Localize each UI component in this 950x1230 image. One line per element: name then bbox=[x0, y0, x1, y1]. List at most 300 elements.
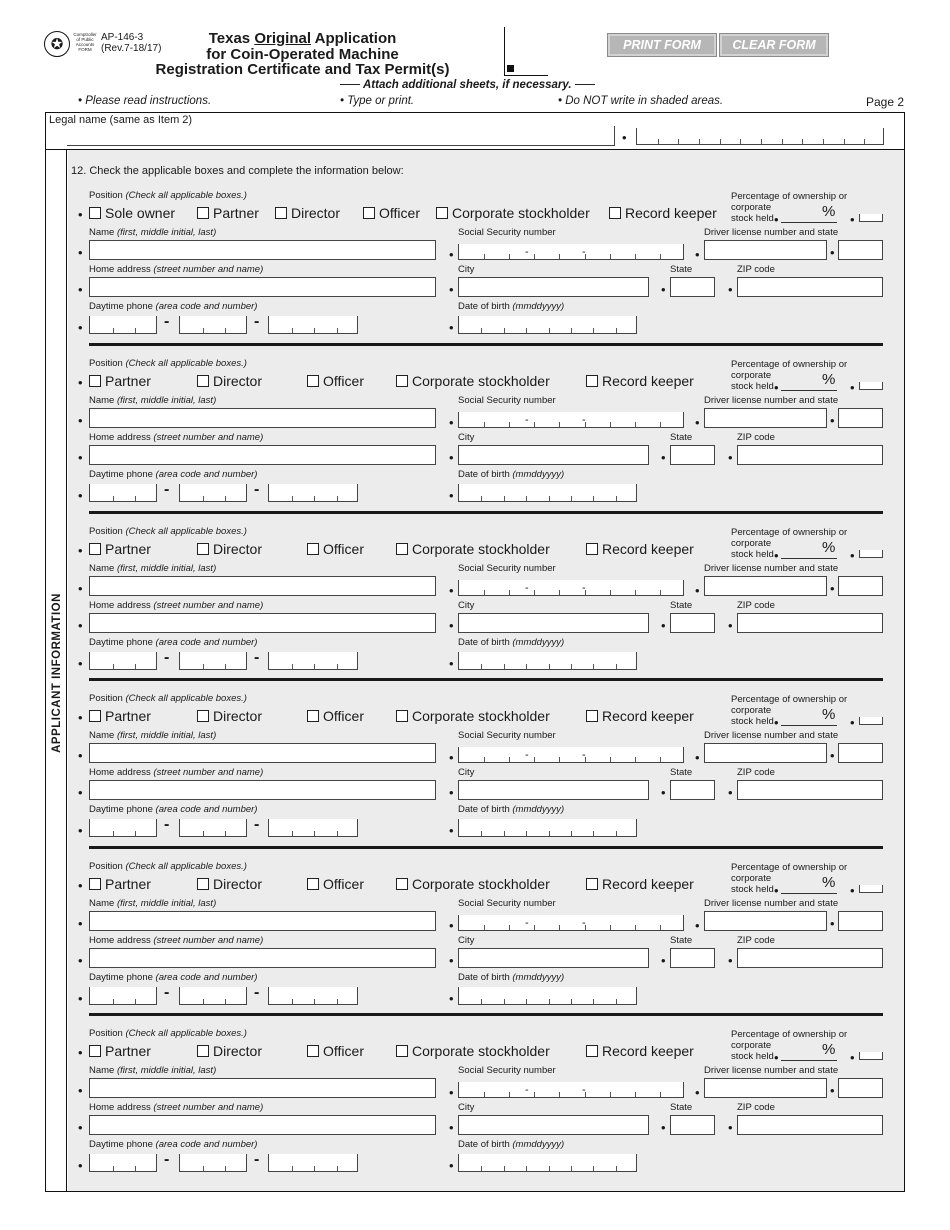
name-input[interactable] bbox=[89, 408, 436, 428]
zip-label bbox=[737, 935, 775, 946]
dl-state-input[interactable] bbox=[838, 576, 883, 596]
digit-separator bbox=[660, 1092, 661, 1097]
position-option-label: Director bbox=[213, 1043, 263, 1059]
ssn-input[interactable] bbox=[458, 1082, 684, 1098]
home-address-label bbox=[89, 1102, 263, 1113]
zip-label bbox=[737, 1102, 775, 1113]
position-option[interactable] bbox=[307, 1043, 364, 1059]
name-input[interactable] bbox=[89, 743, 436, 763]
dob-input[interactable] bbox=[458, 652, 637, 670]
position-option[interactable] bbox=[396, 373, 550, 389]
position-option[interactable] bbox=[197, 541, 262, 557]
ssn-label bbox=[458, 563, 556, 574]
home-address-label-text: Home address bbox=[89, 264, 151, 275]
shaded-code-field bbox=[859, 382, 883, 390]
dl-number-input[interactable] bbox=[704, 1078, 827, 1098]
digit-separator bbox=[504, 328, 505, 333]
zip-input[interactable] bbox=[737, 445, 883, 465]
position-option[interactable] bbox=[197, 708, 262, 724]
zip-label-text: ZIP code bbox=[737, 935, 775, 946]
city-label bbox=[458, 1102, 474, 1113]
address-bullet: • bbox=[78, 450, 83, 465]
dob-label-hint: (mmddyyyy) bbox=[512, 804, 565, 815]
city-input[interactable] bbox=[458, 780, 649, 800]
ssn-label-text: Social Security number bbox=[458, 395, 556, 406]
city-input[interactable] bbox=[458, 948, 649, 968]
phone-area-code-input[interactable] bbox=[89, 987, 157, 1005]
phone-bullet: • bbox=[78, 823, 83, 838]
phone-label-text: Daytime phone bbox=[89, 972, 153, 983]
zip-input[interactable] bbox=[737, 1115, 883, 1135]
position-label-hint: (Check all applicable boxes.) bbox=[125, 861, 247, 872]
ssn-input[interactable] bbox=[458, 244, 684, 260]
position-option[interactable] bbox=[197, 373, 262, 389]
digit-separator bbox=[660, 757, 661, 762]
digit-separator bbox=[504, 999, 505, 1004]
digit-separator bbox=[481, 496, 482, 501]
phone-prefix-input[interactable] bbox=[179, 652, 247, 670]
percentage-label-line-2: corporate bbox=[731, 370, 772, 381]
address-bullet: • bbox=[78, 953, 83, 968]
name-bullet: • bbox=[78, 581, 83, 596]
position-checkbox[interactable] bbox=[89, 878, 101, 890]
city-input[interactable] bbox=[458, 1115, 649, 1135]
dob-label bbox=[458, 1139, 564, 1150]
position-option-label: Corporate stockholder bbox=[412, 876, 550, 892]
home-address-input[interactable] bbox=[89, 1115, 436, 1135]
position-checkbox[interactable] bbox=[396, 710, 408, 722]
digit-separator bbox=[610, 590, 611, 595]
name-input[interactable] bbox=[89, 240, 436, 260]
digit-separator bbox=[616, 1166, 617, 1171]
position-option[interactable] bbox=[89, 373, 151, 389]
dl-number-input[interactable] bbox=[704, 743, 827, 763]
percentage-label-line-2: corporate bbox=[731, 202, 772, 213]
dl-state-input[interactable] bbox=[838, 240, 883, 260]
phone-line-input[interactable] bbox=[268, 484, 358, 502]
ssn-label-text: Social Security number bbox=[458, 563, 556, 574]
position-label-text: Position bbox=[89, 693, 123, 704]
phone-dash-1: - bbox=[164, 1151, 170, 1168]
zip-input[interactable] bbox=[737, 780, 883, 800]
state-input[interactable] bbox=[670, 948, 715, 968]
state-input[interactable] bbox=[670, 277, 715, 297]
phone-area-code-input[interactable] bbox=[89, 819, 157, 837]
position-checkbox[interactable] bbox=[197, 543, 209, 555]
home-address-input[interactable] bbox=[89, 445, 436, 465]
position-checkbox[interactable] bbox=[197, 710, 209, 722]
digit-separator bbox=[314, 328, 315, 333]
digit-separator bbox=[337, 999, 338, 1004]
digit-separator bbox=[225, 831, 226, 836]
position-option[interactable] bbox=[197, 876, 262, 892]
state-label bbox=[670, 600, 692, 611]
dl-state-input[interactable] bbox=[838, 1078, 883, 1098]
position-checkbox[interactable] bbox=[586, 543, 598, 555]
person-divider bbox=[89, 846, 883, 849]
digit-separator bbox=[610, 254, 611, 259]
print-form-button[interactable]: PRINT FORM bbox=[607, 33, 717, 57]
position-checkbox[interactable] bbox=[307, 375, 319, 387]
scan-mark-square bbox=[507, 65, 514, 72]
position-checkbox[interactable] bbox=[307, 878, 319, 890]
state-bullet: • bbox=[661, 618, 666, 633]
name-label-hint: (first, middle initial, last) bbox=[116, 898, 217, 909]
dob-label-hint: (mmddyyyy) bbox=[512, 972, 565, 983]
position-option[interactable] bbox=[307, 708, 364, 724]
percentage-bullet: • bbox=[774, 715, 779, 730]
position-option[interactable] bbox=[396, 708, 550, 724]
ssn-input[interactable] bbox=[458, 580, 684, 596]
digit-separator bbox=[559, 925, 560, 930]
name-label-text: Name bbox=[89, 898, 115, 909]
dl-number-input[interactable] bbox=[704, 240, 827, 260]
digit-separator bbox=[225, 496, 226, 501]
phone-prefix-input[interactable] bbox=[179, 819, 247, 837]
legal-name-bullet: • bbox=[622, 130, 627, 145]
dl-bullet: • bbox=[695, 750, 700, 765]
city-label-text: City bbox=[458, 767, 475, 778]
dl-state-bullet: • bbox=[830, 245, 835, 260]
digit-separator bbox=[509, 254, 510, 259]
dob-bullet: • bbox=[449, 488, 454, 503]
legal-name-code-field[interactable] bbox=[636, 128, 884, 145]
position-option-label: Partner bbox=[105, 876, 151, 892]
city-label bbox=[458, 600, 474, 611]
ssn-bullet: • bbox=[449, 415, 454, 430]
ssn-input[interactable] bbox=[458, 915, 684, 931]
position-option[interactable] bbox=[89, 708, 151, 724]
position-checkbox[interactable] bbox=[89, 1045, 101, 1057]
state-label bbox=[670, 432, 692, 443]
percentage-label-line-1: Percentage of ownership or bbox=[731, 527, 848, 538]
state-label-text: State bbox=[670, 935, 693, 946]
position-option[interactable] bbox=[89, 205, 175, 221]
position-option[interactable] bbox=[586, 373, 694, 389]
dob-input[interactable] bbox=[458, 819, 637, 837]
position-option[interactable] bbox=[396, 541, 550, 557]
phone-label-text: Daytime phone bbox=[89, 469, 153, 480]
dob-label-text: Date of birth bbox=[458, 804, 510, 815]
position-option[interactable] bbox=[586, 876, 694, 892]
digit-separator bbox=[526, 496, 527, 501]
position-checkbox[interactable] bbox=[363, 207, 375, 219]
name-input[interactable] bbox=[89, 576, 436, 596]
digit-separator bbox=[534, 757, 535, 762]
dob-label bbox=[458, 972, 564, 983]
position-checkbox[interactable] bbox=[89, 543, 101, 555]
position-option-label: Record keeper bbox=[625, 205, 717, 221]
position-option-label: Officer bbox=[323, 373, 364, 389]
phone-area-code-input[interactable] bbox=[89, 1154, 157, 1172]
ssn-dash-2: - bbox=[582, 582, 586, 594]
position-option-label: Partner bbox=[105, 541, 151, 557]
digit-separator bbox=[484, 925, 485, 930]
ssn-bullet: • bbox=[449, 247, 454, 262]
phone-label-hint: (area code and number) bbox=[155, 637, 258, 648]
state-input[interactable] bbox=[670, 445, 715, 465]
digit-separator bbox=[559, 422, 560, 427]
phone-line-input[interactable] bbox=[268, 1154, 358, 1172]
address-bullet: • bbox=[78, 282, 83, 297]
dl-state-input[interactable] bbox=[838, 911, 883, 931]
zip-input[interactable] bbox=[737, 277, 883, 297]
digit-separator bbox=[509, 1092, 510, 1097]
dob-input[interactable] bbox=[458, 484, 637, 502]
dob-label-text: Date of birth bbox=[458, 301, 510, 312]
digit-separator bbox=[113, 1166, 114, 1171]
percentage-label-line-3: stock held bbox=[731, 716, 774, 727]
city-input[interactable] bbox=[458, 445, 649, 465]
percentage-label-line-2: corporate bbox=[731, 873, 772, 884]
digit-separator bbox=[203, 664, 204, 669]
digit-separator bbox=[559, 757, 560, 762]
address-bullet: • bbox=[78, 785, 83, 800]
phone-prefix-input[interactable] bbox=[179, 316, 247, 334]
digit-separator bbox=[225, 1166, 226, 1171]
zip-input[interactable] bbox=[737, 948, 883, 968]
ssn-label bbox=[458, 898, 556, 909]
position-option[interactable] bbox=[307, 876, 364, 892]
legal-name-input[interactable] bbox=[67, 126, 615, 146]
position-option[interactable] bbox=[89, 876, 151, 892]
name-input[interactable] bbox=[89, 1078, 436, 1098]
position-option[interactable] bbox=[307, 541, 364, 557]
dl-label-text: Driver license number and state bbox=[704, 227, 839, 238]
home-address-input[interactable] bbox=[89, 948, 436, 968]
position-option-label: Corporate stockholder bbox=[412, 1043, 550, 1059]
digit-separator bbox=[635, 422, 636, 427]
position-option[interactable] bbox=[586, 708, 694, 724]
digit-separator bbox=[481, 999, 482, 1004]
position-option[interactable] bbox=[89, 541, 151, 557]
phone-prefix-input[interactable] bbox=[179, 987, 247, 1005]
position-checkbox[interactable] bbox=[89, 710, 101, 722]
state-bullet: • bbox=[661, 785, 666, 800]
phone-line-input[interactable] bbox=[268, 819, 358, 837]
digit-separator bbox=[113, 328, 114, 333]
agency-name: Comptroller of Public Accounts FORM bbox=[73, 32, 97, 52]
position-checkbox[interactable] bbox=[197, 878, 209, 890]
dl-state-input[interactable] bbox=[838, 408, 883, 428]
digit-separator bbox=[484, 254, 485, 259]
dob-label-text: Date of birth bbox=[458, 637, 510, 648]
phone-area-code-input[interactable] bbox=[89, 652, 157, 670]
percentage-label-line-3: stock held bbox=[731, 1051, 774, 1062]
instruction-type: • Type or print. bbox=[340, 95, 415, 107]
dl-number-input[interactable] bbox=[704, 576, 827, 596]
position-checkbox[interactable] bbox=[609, 207, 621, 219]
ssn-label bbox=[458, 730, 556, 741]
phone-prefix-input[interactable] bbox=[179, 484, 247, 502]
position-checkbox[interactable] bbox=[307, 543, 319, 555]
city-input[interactable] bbox=[458, 613, 649, 633]
phone-bullet: • bbox=[78, 991, 83, 1006]
shaded-code-bullet: • bbox=[850, 380, 855, 395]
home-address-input[interactable] bbox=[89, 780, 436, 800]
position-option-label: Corporate stockholder bbox=[412, 373, 550, 389]
position-checkbox[interactable] bbox=[396, 543, 408, 555]
dl-state-bullet: • bbox=[830, 916, 835, 931]
percentage-label-line-1: Percentage of ownership or bbox=[731, 1029, 848, 1040]
ssn-dash-2: - bbox=[582, 414, 586, 426]
percentage-bullet: • bbox=[774, 1050, 779, 1065]
position-checkbox[interactable] bbox=[197, 1045, 209, 1057]
position-option[interactable] bbox=[436, 205, 590, 221]
percentage-label-line-3: stock held bbox=[731, 549, 774, 560]
applicant-information-title bbox=[48, 585, 66, 760]
shaded-code-field bbox=[859, 214, 883, 222]
phone-area-code-input[interactable] bbox=[89, 484, 157, 502]
position-option[interactable] bbox=[197, 1043, 262, 1059]
digit-separator bbox=[481, 831, 482, 836]
shaded-code-bullet: • bbox=[850, 212, 855, 227]
dob-label-text: Date of birth bbox=[458, 972, 510, 983]
digit-separator bbox=[314, 999, 315, 1004]
position-option[interactable] bbox=[307, 373, 364, 389]
name-label-text: Name bbox=[89, 563, 115, 574]
digit-separator bbox=[616, 831, 617, 836]
dob-input[interactable] bbox=[458, 987, 637, 1005]
position-label-text: Position bbox=[89, 1028, 123, 1039]
digit-separator bbox=[509, 422, 510, 427]
ssn-label bbox=[458, 1065, 556, 1076]
city-input[interactable] bbox=[458, 277, 649, 297]
state-input[interactable] bbox=[670, 780, 715, 800]
phone-label bbox=[89, 1139, 257, 1150]
position-checkbox[interactable] bbox=[307, 710, 319, 722]
digit-separator bbox=[526, 664, 527, 669]
phone-dash-2: - bbox=[254, 649, 260, 666]
position-checkbox[interactable] bbox=[436, 207, 448, 219]
position-option[interactable] bbox=[396, 876, 550, 892]
position-option-label: Partner bbox=[105, 708, 151, 724]
shaded-code-bullet: • bbox=[850, 883, 855, 898]
phone-line-input[interactable] bbox=[268, 652, 358, 670]
position-option[interactable] bbox=[275, 205, 340, 221]
phone-label-hint: (area code and number) bbox=[155, 1139, 258, 1150]
zip-input[interactable] bbox=[737, 613, 883, 633]
phone-dash-2: - bbox=[254, 313, 260, 330]
digit-separator bbox=[504, 664, 505, 669]
percentage-label-line-1: Percentage of ownership or bbox=[731, 694, 848, 705]
position-option[interactable] bbox=[89, 1043, 151, 1059]
ssn-input[interactable] bbox=[458, 747, 684, 763]
phone-dash-2: - bbox=[254, 984, 260, 1001]
position-label bbox=[89, 861, 247, 872]
position-checkbox[interactable] bbox=[307, 1045, 319, 1057]
position-option-label: Corporate stockholder bbox=[412, 541, 550, 557]
position-checkbox[interactable] bbox=[586, 710, 598, 722]
digit-separator bbox=[699, 139, 700, 144]
digit-separator bbox=[314, 496, 315, 501]
digit-separator bbox=[593, 328, 594, 333]
position-option-label: Director bbox=[213, 876, 263, 892]
position-checkbox[interactable] bbox=[275, 207, 287, 219]
dob-bullet: • bbox=[449, 1158, 454, 1173]
home-address-label-hint: (street number and name) bbox=[153, 935, 264, 946]
position-checkbox[interactable] bbox=[197, 207, 209, 219]
position-checkbox[interactable] bbox=[586, 375, 598, 387]
phone-bullet: • bbox=[78, 488, 83, 503]
position-checkbox[interactable] bbox=[586, 878, 598, 890]
state-input[interactable] bbox=[670, 1115, 715, 1135]
position-option[interactable] bbox=[197, 205, 259, 221]
state-input[interactable] bbox=[670, 613, 715, 633]
dob-input[interactable] bbox=[458, 1154, 637, 1172]
home-address-input[interactable] bbox=[89, 277, 436, 297]
digit-separator bbox=[337, 664, 338, 669]
phone-line-input[interactable] bbox=[268, 316, 358, 334]
position-option[interactable] bbox=[363, 205, 420, 221]
city-bullet: • bbox=[449, 785, 454, 800]
position-checkbox[interactable] bbox=[89, 375, 101, 387]
position-checkbox[interactable] bbox=[197, 375, 209, 387]
position-bullet: • bbox=[78, 543, 83, 558]
dl-state-bullet: • bbox=[830, 413, 835, 428]
position-option[interactable] bbox=[396, 1043, 550, 1059]
phone-bullet: • bbox=[78, 320, 83, 335]
city-label bbox=[458, 432, 474, 443]
instruction-shaded: • Do NOT write in shaded areas. bbox=[558, 95, 724, 107]
dob-input[interactable] bbox=[458, 316, 637, 334]
position-label-hint: (Check all applicable boxes.) bbox=[125, 693, 247, 704]
position-option[interactable] bbox=[586, 1043, 694, 1059]
dl-label bbox=[704, 227, 838, 238]
digit-separator bbox=[593, 999, 594, 1004]
name-input[interactable] bbox=[89, 911, 436, 931]
position-checkbox[interactable] bbox=[586, 1045, 598, 1057]
phone-prefix-input[interactable] bbox=[179, 1154, 247, 1172]
title-line-2: for Coin-Operated Machine bbox=[206, 45, 399, 63]
position-checkbox[interactable] bbox=[89, 207, 101, 219]
digit-separator bbox=[549, 1166, 550, 1171]
position-checkbox[interactable] bbox=[396, 878, 408, 890]
digit-separator bbox=[559, 590, 560, 595]
position-checkbox[interactable] bbox=[396, 1045, 408, 1057]
digit-separator bbox=[509, 590, 510, 595]
dl-number-input[interactable] bbox=[704, 408, 827, 428]
phone-line-input[interactable] bbox=[268, 987, 358, 1005]
home-address-label-text: Home address bbox=[89, 1102, 151, 1113]
position-option[interactable] bbox=[586, 541, 694, 557]
zip-label bbox=[737, 432, 775, 443]
phone-label bbox=[89, 469, 257, 480]
home-address-input[interactable] bbox=[89, 613, 436, 633]
position-checkbox[interactable] bbox=[396, 375, 408, 387]
phone-area-code-input[interactable] bbox=[89, 316, 157, 334]
phone-bullet: • bbox=[78, 656, 83, 671]
digit-separator bbox=[292, 1166, 293, 1171]
position-option-label: Partner bbox=[105, 1043, 151, 1059]
ssn-bullet: • bbox=[449, 1085, 454, 1100]
digit-separator bbox=[481, 328, 482, 333]
clear-form-button[interactable]: CLEAR FORM bbox=[719, 33, 829, 57]
digit-separator bbox=[782, 139, 783, 144]
digit-separator bbox=[504, 831, 505, 836]
name-bullet: • bbox=[78, 748, 83, 763]
ssn-input[interactable] bbox=[458, 412, 684, 428]
position-option[interactable] bbox=[609, 205, 717, 221]
dl-number-input[interactable] bbox=[704, 911, 827, 931]
digit-separator bbox=[549, 496, 550, 501]
digit-separator bbox=[610, 757, 611, 762]
digit-separator bbox=[504, 496, 505, 501]
dl-state-input[interactable] bbox=[838, 743, 883, 763]
home-address-label-hint: (street number and name) bbox=[153, 1102, 264, 1113]
section-title-text: APPLICANT INFORMATION bbox=[51, 592, 63, 753]
city-label-text: City bbox=[458, 600, 475, 611]
